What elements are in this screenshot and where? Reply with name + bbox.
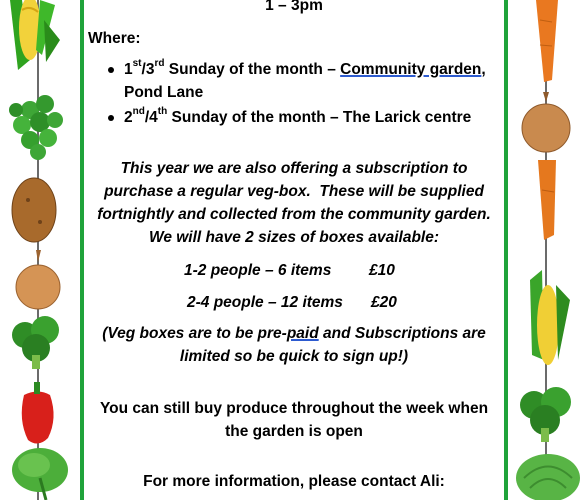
prepaid-note bbox=[84, 322, 504, 368]
venue-item-community-garden bbox=[124, 58, 504, 104]
venue-ordinal: 1 bbox=[124, 61, 133, 78]
still-buy-line: the garden is open bbox=[225, 423, 363, 440]
venue-place-name: Community garden bbox=[340, 61, 482, 78]
venue-text: Sunday of the month – bbox=[164, 61, 341, 78]
box-size-row bbox=[84, 259, 504, 282]
venue-ordinal-suffix: nd bbox=[132, 105, 145, 117]
still-buy-paragraph bbox=[84, 397, 504, 443]
red-pepper-icon bbox=[22, 382, 54, 444]
broccoli-icon bbox=[12, 316, 59, 369]
flyer-content bbox=[84, 0, 504, 500]
contact-line: For more information, please contact Ali: bbox=[143, 473, 445, 490]
venue-address: Pond Lane bbox=[124, 84, 204, 101]
box-size-price: £20 bbox=[371, 294, 397, 311]
right-vegetable-border bbox=[508, 0, 586, 500]
box-size-price: £10 bbox=[369, 262, 395, 279]
box-size-label: 2-4 people – 12 items bbox=[187, 294, 343, 311]
subscription-line: This year we are also offering a subscription to bbox=[120, 160, 468, 177]
corn-icon bbox=[530, 270, 570, 365]
venue-item-larick-centre bbox=[124, 106, 504, 129]
carrot-icon bbox=[536, 0, 558, 82]
venue-ordinal: /3 bbox=[141, 61, 155, 78]
venue-ordinal-suffix: st bbox=[132, 57, 142, 69]
where-label: Where: bbox=[88, 30, 141, 47]
venue-ordinal-suffix: rd bbox=[154, 57, 165, 69]
subscription-line: We will have 2 sizes of boxes available: bbox=[148, 229, 440, 246]
prepaid-underlined-word: paid bbox=[286, 325, 319, 342]
broccoli-icon bbox=[520, 387, 571, 442]
onion-icon bbox=[522, 92, 570, 152]
venue-ordinal: /4 bbox=[144, 109, 158, 126]
prepaid-text: and Subscriptions are bbox=[318, 325, 486, 342]
lettuce-icon bbox=[12, 448, 68, 500]
subscription-line: purchase a regular veg-box. These will be supplied bbox=[104, 183, 484, 200]
venue-punctuation: , bbox=[481, 61, 486, 78]
prepaid-text: (Veg boxes are to be pre- bbox=[102, 325, 287, 342]
box-size-row bbox=[84, 291, 504, 314]
potato-icon bbox=[12, 178, 56, 242]
cabbage-icon bbox=[516, 454, 580, 500]
onion-icon bbox=[16, 250, 60, 309]
venue-list bbox=[84, 58, 504, 131]
still-buy-line: You can still buy produce throughout the week when bbox=[99, 400, 489, 417]
carrot-icon bbox=[538, 160, 556, 240]
subscription-line: fortnightly and collected from the community garden. bbox=[97, 206, 491, 223]
corn-icon bbox=[10, 0, 60, 70]
prepaid-line bbox=[84, 322, 504, 345]
venue-text: Sunday of the month – The Larick centre bbox=[167, 109, 472, 126]
subscription-paragraph bbox=[84, 157, 504, 249]
left-vegetable-border bbox=[0, 0, 78, 500]
prepaid-line: limited so be quick to sign up!) bbox=[179, 348, 409, 365]
box-size-label: 1-2 people – 6 items bbox=[184, 262, 332, 279]
peas-icon bbox=[9, 95, 63, 160]
venue-ordinal: 2 bbox=[124, 109, 133, 126]
opening-time: 1 – 3pm bbox=[265, 0, 323, 14]
venue-ordinal-suffix: th bbox=[157, 105, 168, 117]
